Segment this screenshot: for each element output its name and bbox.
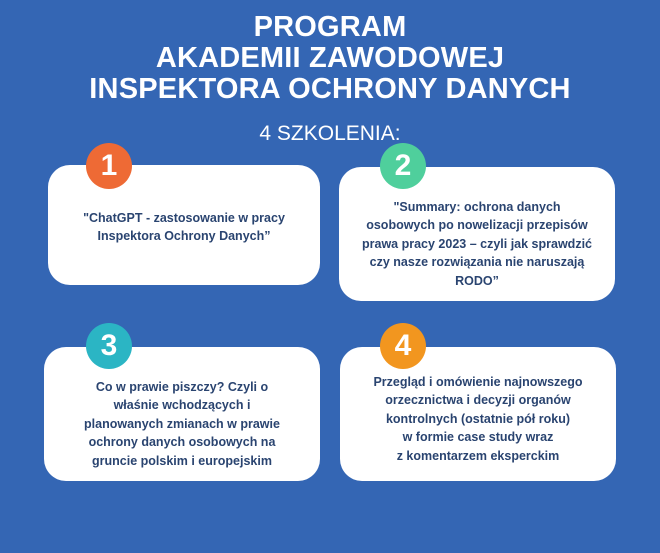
card-text-line: czy nasze rozwiązania nie naruszają [369, 255, 585, 270]
training-card-3 [44, 347, 320, 481]
card-text-line: w formie case study wraz [402, 430, 554, 445]
card-text-line: planowanych zmianach w prawie [84, 416, 280, 431]
training-card-2-text [362, 198, 592, 291]
card-text-line: właśnie wchodzących i [113, 398, 251, 413]
training-card-1 [48, 165, 320, 285]
training-card-3-text [84, 378, 280, 471]
number-badge-3: 3 [86, 323, 132, 369]
card-text-line: ochrony danych osobowych na [88, 435, 276, 450]
card-text-line: prawa pracy 2023 – czyli jak sprawdzić [362, 236, 592, 251]
title-line-3: INSPEKTORA OCHRONY DANYCH [89, 73, 571, 105]
card-text-line: "ChatGPT - zastosowanie w pracy [83, 210, 285, 225]
card-text-line: "Summary: ochrona danych [393, 199, 561, 214]
card-text-line: Przegląd i omówienie najnowszego [373, 374, 583, 389]
card-text-line: orzecznictwa i decyzji organów [385, 393, 571, 408]
card-text-line: z komentarzem eksperckim [396, 448, 560, 463]
training-card-2 [339, 167, 615, 301]
number-badge-2: 2 [380, 143, 426, 189]
number-badge-4: 4 [380, 323, 426, 369]
page-title [0, 12, 660, 105]
training-card-4-text [373, 373, 582, 466]
number-badge-1: 1 [86, 143, 132, 189]
card-text-line: Co w prawie piszczy? Czyli o [95, 379, 269, 394]
title-line-2: AKADEMII ZAWODOWEJ [155, 42, 505, 74]
title-line-1: PROGRAM [253, 11, 407, 43]
card-text-line: Inspektora Ochrony Danych” [97, 229, 271, 243]
card-text-line: osobowych po nowelizacji przepisów [366, 218, 588, 233]
training-card-4 [340, 347, 616, 481]
card-text-line: gruncie polskim i europejskim [92, 453, 272, 468]
subtitle: 4 SZKOLENIA: [259, 122, 401, 145]
card-text-line: RODO” [455, 273, 499, 288]
card-text-line: kontrolnych (ostatnie pół roku) [385, 411, 571, 426]
training-card-1-text [83, 209, 285, 246]
